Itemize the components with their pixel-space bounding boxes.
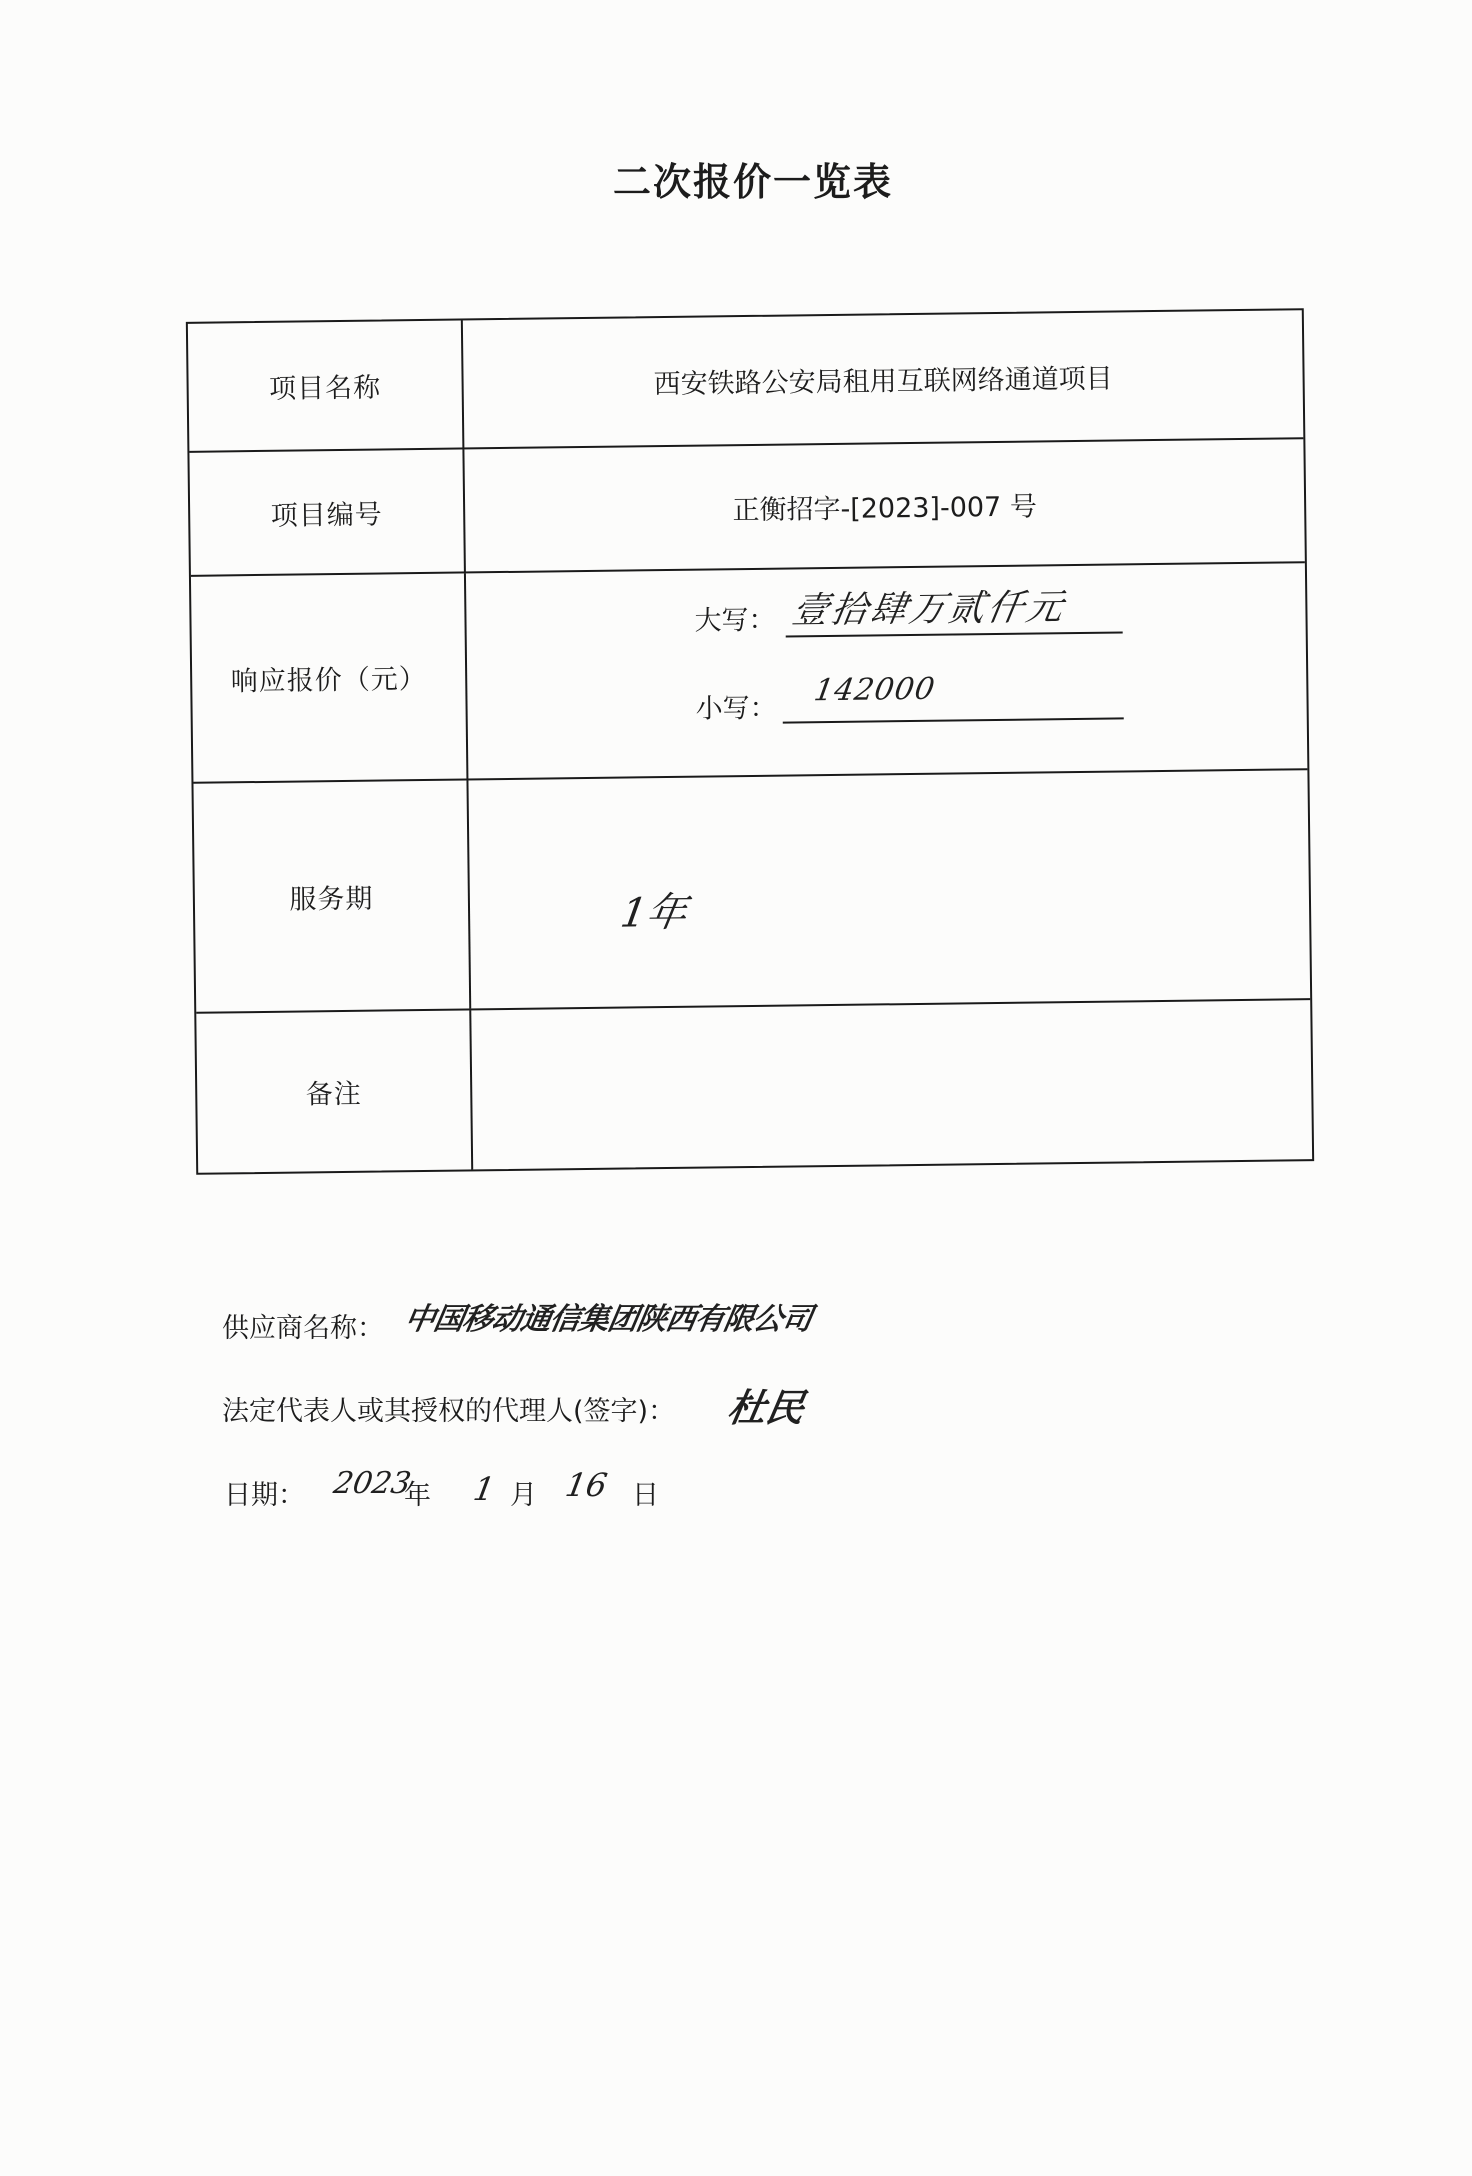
row-label: 项目名称 (188, 320, 465, 450)
date-year-handwritten: 2023 (331, 1466, 414, 1501)
quoted-price-cell (466, 563, 1307, 778)
uppercase-amount-handwritten: 壹拾肆万贰仟元 (789, 587, 1069, 632)
row-label: 项目编号 (189, 449, 465, 574)
quote-table (186, 308, 1314, 1175)
supplier-name-handwritten: 中国移动通信集团陕西有限公司 (402, 1302, 815, 1337)
service-period-cell (468, 770, 1310, 1008)
row-label: 备注 (196, 1010, 473, 1172)
table-row-service-period (193, 770, 1310, 1014)
date-month-handwritten: 1 (470, 1470, 498, 1508)
lowercase-amount-handwritten: 142000 (811, 671, 938, 709)
remarks-value (471, 1000, 1312, 1169)
row-label: 响应报价（元） (191, 573, 468, 781)
document-title: 二次报价一览表 (612, 160, 893, 204)
lowercase-amount-label: 小写： (695, 692, 777, 725)
table-row-project-number (189, 439, 1304, 577)
lowercase-amount-underline (783, 717, 1124, 723)
uppercase-amount-label: 大写： (694, 604, 776, 637)
table-row-quoted-price (191, 563, 1307, 784)
date-label: 日期： (224, 1480, 305, 1511)
service-period-handwritten: 1年 (617, 889, 691, 937)
date-year-unit: 年 (404, 1480, 431, 1511)
representative-signature: 杜民 (724, 1385, 809, 1430)
project-name-value: 西安铁路公安局租用互联网络通道项目 (653, 363, 1113, 401)
date-day-unit: 日 (632, 1480, 659, 1511)
date-day-handwritten: 16 (562, 1466, 611, 1504)
date-month-unit: 月 (510, 1480, 537, 1511)
supplier-label: 供应商名称： (222, 1313, 384, 1344)
project-number-value: 正衡招字-[2023]-007 号 (732, 490, 1038, 526)
row-label: 服务期 (193, 780, 471, 1011)
table-row-project-name (188, 310, 1303, 453)
table-row-remarks (196, 1000, 1312, 1173)
representative-label: 法定代表人或其授权的代理人(签字)： (222, 1396, 676, 1427)
